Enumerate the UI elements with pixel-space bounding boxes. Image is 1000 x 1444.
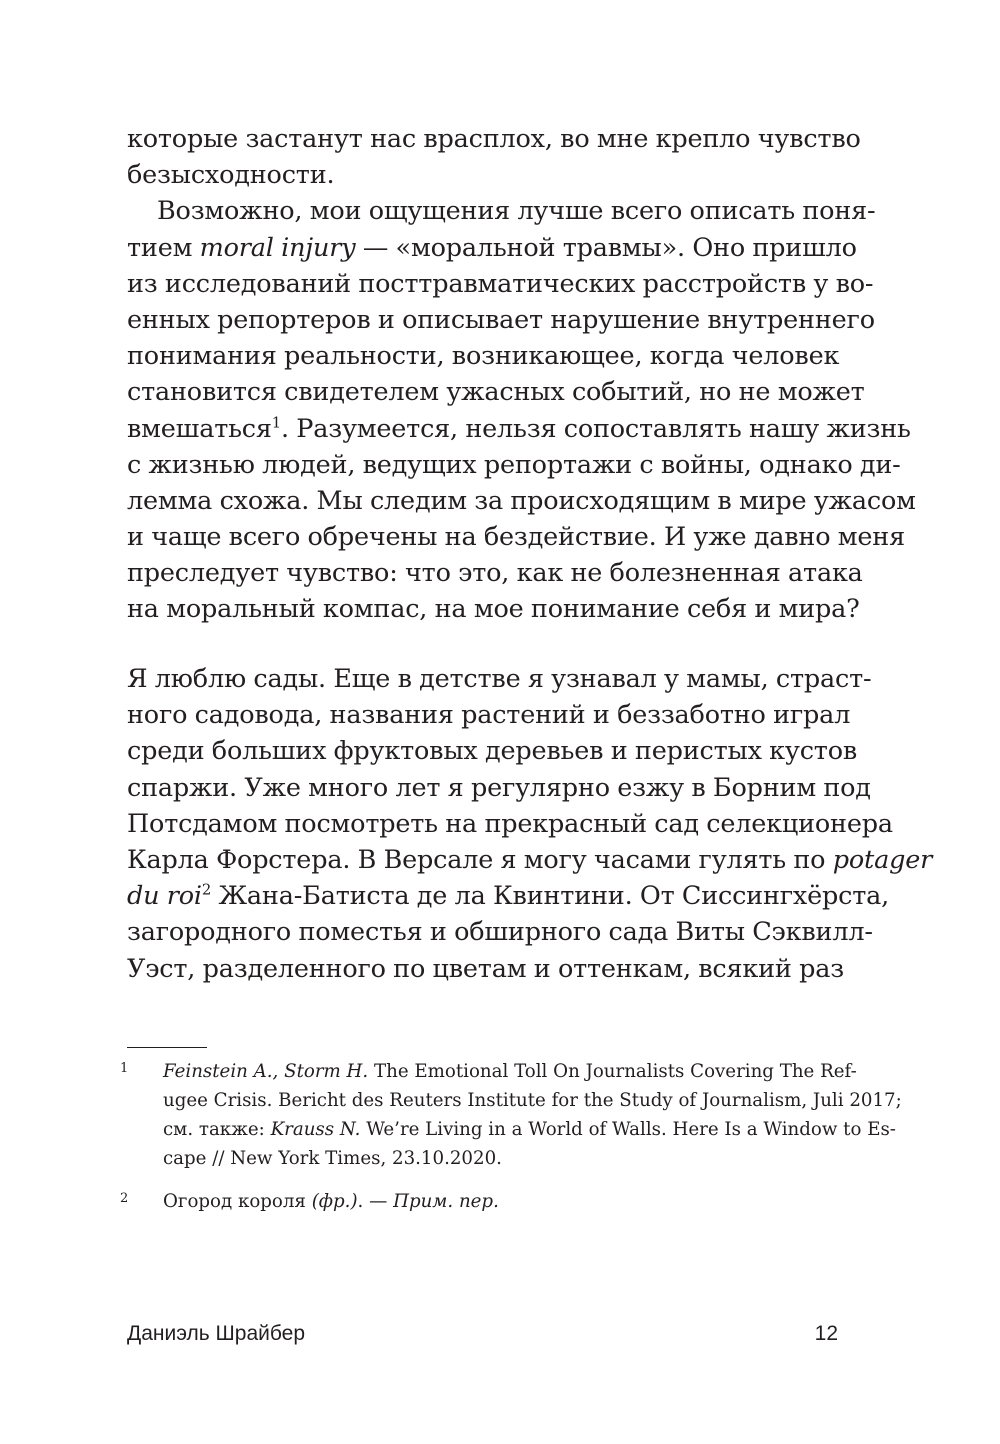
text-line: вмешаться$^1$. Разумеется, нельзя сопоставлять нашу жизнь bbox=[127, 413, 911, 444]
footnote-number: 1 bbox=[120, 1061, 129, 1076]
italic-term: du roi bbox=[127, 881, 202, 912]
text-line: тием moral injury — «моральной травмы». Оно пришло bbox=[127, 232, 857, 263]
text-line: Уэст, разделенного по цветам и оттенкам, всякий раз bbox=[127, 953, 844, 984]
text-line: понимания реальности, возникающее, когда человек bbox=[127, 341, 840, 372]
footnote-body bbox=[163, 1187, 840, 1216]
text-line: ного садовода, названия растений и беззаботно играл bbox=[127, 700, 851, 731]
text-line: лемма схожа. Мы следим за происходящим в мире ужасом bbox=[127, 485, 916, 516]
footnote-body bbox=[163, 1057, 902, 1173]
text-line: Возможно, мои ощущения лучше всего описать поня- bbox=[157, 196, 876, 227]
text-line: Я люблю сады. Еще в детстве я узнавал у мамы, страст- bbox=[127, 664, 872, 694]
footnote-ref[interactable]: 1 bbox=[271, 414, 281, 431]
footnote-line: cape // New York Times, 23.10.2020. bbox=[163, 1148, 502, 1169]
text-line: становится свидетелем ужасных событий, но не может bbox=[127, 377, 865, 408]
text-line: Карла Форстера. В Версале я могу часами гулять по potager bbox=[127, 844, 933, 875]
text-line: безысходности. bbox=[127, 160, 335, 191]
text-line: на моральный компас, на мое понимание себя и мира? bbox=[127, 594, 860, 625]
footnote-line: ugee Crisis. Bericht des Reuters Institute for the Study of Journalism, Juli 2017; bbox=[163, 1090, 902, 1111]
page-number: 12 bbox=[814, 1322, 838, 1345]
text-line: которые застанут нас врасплох, во мне крепло чувство bbox=[127, 124, 861, 154]
text-line: из исследований посттравматических расстройств у во- bbox=[127, 268, 874, 299]
text-line: загородного поместья и обширного сада Виты Сэквилл- bbox=[127, 917, 873, 948]
footnote-line: Огород короля (фр.). — Прим. пер. bbox=[163, 1191, 499, 1212]
text-line: преследует чувство: что это, как не болезненная атака bbox=[127, 558, 863, 589]
text-line: и чаще всего обречены на бездействие. И уже давно меня bbox=[127, 522, 905, 553]
main-text-block-top bbox=[127, 121, 916, 628]
text-line: енных репортеров и описывает нарушение внутреннего bbox=[127, 304, 875, 335]
footnote-ref[interactable]: 2 bbox=[201, 881, 212, 899]
footnote-line: см. также: Krauss N. We’re Living in a World of Walls. Here Is a Window to Es- bbox=[163, 1119, 896, 1140]
running-footer-author: Даниэль Шрайбер bbox=[127, 1322, 305, 1345]
text-line: спаржи. Уже много лет я регулярно езжу в Борним под bbox=[127, 772, 871, 803]
text-line: с жизнью людей, ведущих репортажи с войны, однако ди- bbox=[127, 449, 901, 480]
text-line: du roi$^2$ Жана-Батиста де ла Квинтини. От Сиссингхёрста, bbox=[127, 881, 890, 912]
text-line: среди больших фруктовых деревьев и перистых кустов bbox=[127, 736, 858, 767]
footnote-divider bbox=[127, 1047, 207, 1048]
footnote-line: Feinstein A., Storm H. The Emotional Toll On Journalists Covering The Ref- bbox=[163, 1061, 857, 1082]
italic-term: moral injury bbox=[199, 232, 356, 263]
text-line: Потсдамом посмотреть на прекрасный сад селекционера bbox=[127, 808, 893, 839]
main-text-block-bottom bbox=[127, 661, 933, 987]
footnote-number: 2 bbox=[120, 1191, 129, 1206]
italic-term: potager bbox=[832, 844, 933, 875]
